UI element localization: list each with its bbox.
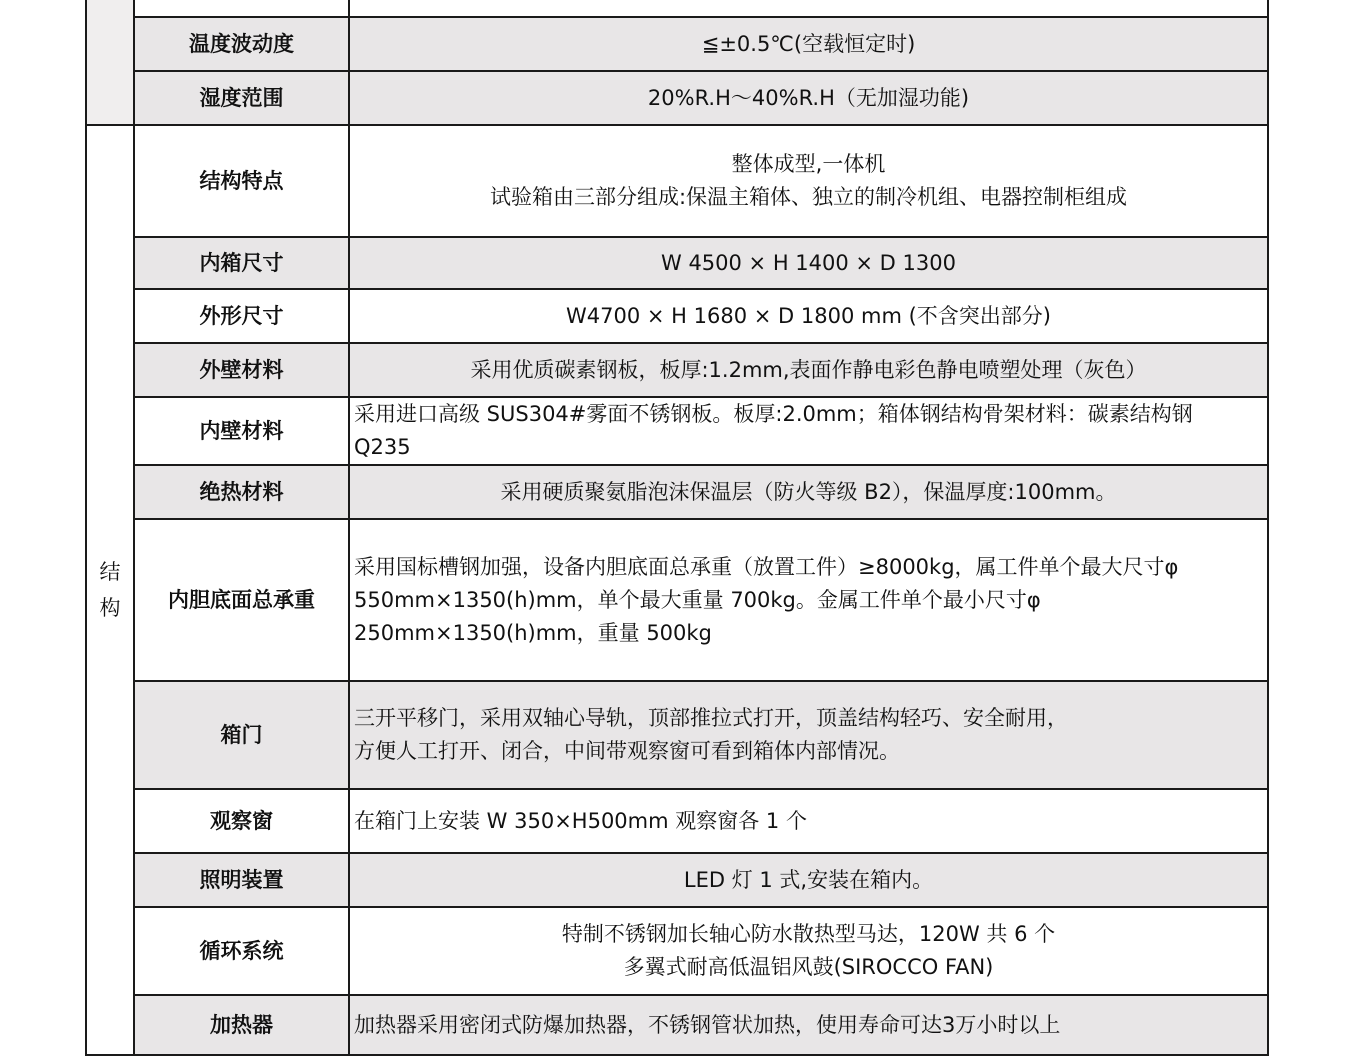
spec-value [349,907,1268,995]
spec-value [349,237,1268,289]
spec-row [86,995,1268,1055]
spec-row [86,289,1268,343]
category-cell-previous [86,0,134,125]
spec-value [349,289,1268,343]
spec-value [349,397,1268,465]
category-label: 结构 [99,560,121,620]
spec-row [86,125,1268,237]
spec-label: 内箱尺寸 [134,237,349,289]
spec-label: 内胆底面总承重 [134,519,349,681]
spec-row [86,519,1268,681]
spec-value-line: 三开平移门，采用双轴心导轨，顶部推拉式打开，顶盖结构轻巧、安全耐用， [354,706,1068,730]
spec-value-line: 加热器采用密闭式防爆加热器，不锈钢管状加热，使用寿命可达3万小时以上 [354,1012,1061,1037]
spec-value [349,0,1268,17]
spec-label: 加热器 [134,995,349,1055]
spec-value-line: 550mm×1350(h)mm，单个最大重量 700kg。金属工件单个最小尺寸φ [354,587,1041,612]
spec-label: 结构特点 [134,125,349,237]
spec-value [349,17,1268,71]
spec-value [349,519,1268,681]
spec-value [349,995,1268,1055]
spec-value-line: 多翼式耐高低温铝风鼓(SIROCCO FAN) [623,955,994,979]
spec-row [86,343,1268,397]
spec-value [349,125,1268,237]
spec-value-line: LED 灯 1 式,安装在箱内。 [683,867,934,892]
spec-row [86,237,1268,289]
spec-label: 观察窗 [134,789,349,853]
spec-row [86,853,1268,907]
spec-label [134,0,349,17]
spec-value-line: 方便人工打开、闭合，中间带观察窗可看到箱体内部情况。 [354,739,900,763]
spec-value [349,681,1268,789]
spec-value-line: 试验箱由三部分组成:保温主箱体、独立的制冷机组、电器控制柜组成 [489,185,1128,209]
spec-row [86,71,1268,125]
spec-value-line: 整体成型,一体机 [731,152,886,176]
spec-value-line: Q235 [354,435,411,459]
spec-row [86,465,1268,519]
spec-label: 温度波动度 [134,17,349,71]
spec-value-line: 采用优质碳素钢板，板厚:1.2mm,表面作静电彩色静电喷塑处理（灰色） [470,357,1147,382]
spec-label: 外壁材料 [134,343,349,397]
spec-label: 湿度范围 [134,71,349,125]
spec-row [86,17,1268,71]
spec-row [86,0,1268,17]
spec-value-line: 采用进口高级 SUS304#雾面不锈钢板。板厚:2.0mm；箱体钢结构骨架材料：碳素结构钢 [354,402,1193,426]
spec-label: 内壁材料 [134,397,349,465]
spec-label: 外形尺寸 [134,289,349,343]
spec-value [349,789,1268,853]
spec-value-line: 250mm×1350(h)mm，重量 500kg [354,620,712,645]
spec-value-line: ≦±0.5℃(空载恒定时) [701,31,916,56]
category-cell-structure [86,125,134,1055]
spec-value [349,853,1268,907]
spec-label: 绝热材料 [134,465,349,519]
spec-value-line: W 4500 × H 1400 × D 1300 [661,250,956,275]
spec-value-line: 20%R.H～40%R.H（无加湿功能) [647,85,970,110]
spec-row [86,681,1268,789]
spec-value-line: 采用硬质聚氨脂泡沫保温层（防火等级 B2），保温厚度:100mm。 [500,479,1117,504]
spec-value-line: W4700 × H 1680 × D 1800 mm (不含突出部分) [566,303,1051,328]
spec-label: 箱门 [134,681,349,789]
spec-value [349,71,1268,125]
spec-value [349,343,1268,397]
spec-row [86,789,1268,853]
spec-value-line: 特制不锈钢加长轴心防水散热型马达，120W 共 6 个 [561,922,1056,946]
spec-value-line: 采用国标槽钢加强，设备内胆底面总承重（放置工件）≥8000kg，属工件单个最大尺寸φ [354,554,1179,579]
spec-value [349,465,1268,519]
spec-label: 照明装置 [134,853,349,907]
spec-row [86,397,1268,465]
spec-table-body [86,0,1268,1055]
spec-row [86,907,1268,995]
spec-value-line: 在箱门上安装 W 350×H500mm 观察窗各 1 个 [354,808,807,833]
spec-table [85,0,1269,1056]
spec-label: 循环系统 [134,907,349,995]
